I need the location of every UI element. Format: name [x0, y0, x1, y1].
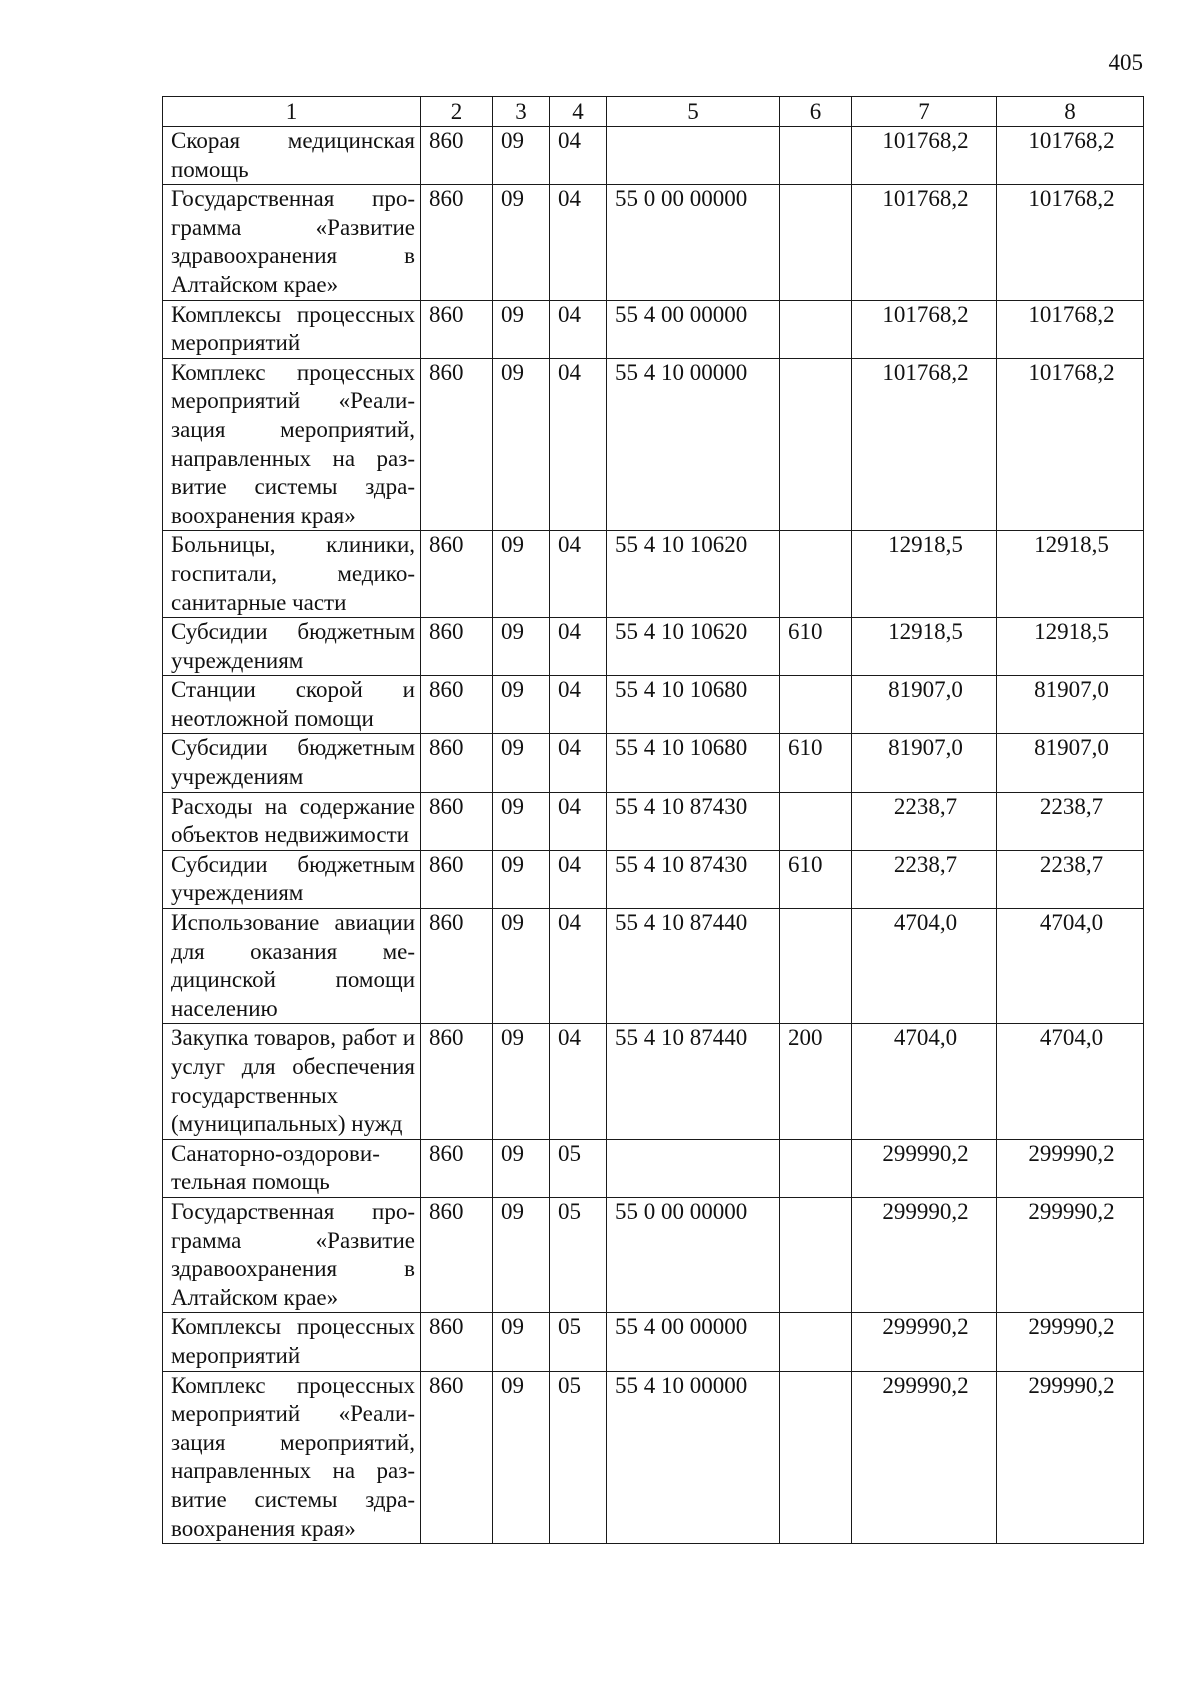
page-number: 405 — [1108, 50, 1143, 75]
cell-admin-code: 860 — [421, 1371, 493, 1544]
row-name: Скорая медицинская помощь — [163, 127, 421, 185]
cell-subsection: 04 — [550, 676, 607, 734]
table-row — [163, 850, 1144, 908]
col-header-8: 8 — [997, 97, 1144, 127]
cell-admin-code: 860 — [421, 1313, 493, 1371]
row-name: Больницы, клиники, госпитали, медико-санитарные части — [163, 531, 421, 618]
budget-table — [162, 96, 1144, 1544]
cell-amount-year-1: 4704,0 — [852, 909, 997, 1024]
col-header-1: 1 — [163, 97, 421, 127]
cell-admin-code: 860 — [421, 1139, 493, 1197]
table-row — [163, 792, 1144, 850]
cell-subsection: 05 — [550, 1139, 607, 1197]
cell-admin-code: 860 — [421, 1024, 493, 1139]
cell-amount-year-1: 2238,7 — [852, 792, 997, 850]
cell-target-article: 55 0 00 00000 — [607, 185, 780, 300]
cell-expense-type — [780, 676, 852, 734]
cell-admin-code: 860 — [421, 909, 493, 1024]
col-header-3: 3 — [493, 97, 550, 127]
table-row — [163, 358, 1144, 531]
cell-section: 09 — [493, 1139, 550, 1197]
cell-expense-type: 200 — [780, 1024, 852, 1139]
row-name: Использование авиации для оказания медицинской помощи населению — [163, 909, 421, 1024]
table-body — [163, 127, 1144, 1544]
cell-target-article: 55 4 10 87430 — [607, 792, 780, 850]
cell-amount-year-2: 2238,7 — [997, 850, 1144, 908]
cell-target-article: 55 4 10 87440 — [607, 909, 780, 1024]
cell-amount-year-2: 4704,0 — [997, 1024, 1144, 1139]
cell-target-article: 55 4 00 00000 — [607, 1313, 780, 1371]
cell-subsection: 04 — [550, 185, 607, 300]
cell-section: 09 — [493, 618, 550, 676]
row-name: Санаторно-оздоровительная помощь — [163, 1139, 421, 1197]
cell-subsection: 05 — [550, 1313, 607, 1371]
row-name: Государственная программа «Развитие здравоохранения в Алтайском крае» — [163, 185, 421, 300]
cell-amount-year-1: 2238,7 — [852, 850, 997, 908]
cell-target-article: 55 4 00 00000 — [607, 300, 780, 358]
col-header-2: 2 — [421, 97, 493, 127]
table-row — [163, 1197, 1144, 1312]
col-header-7: 7 — [852, 97, 997, 127]
cell-amount-year-1: 299990,2 — [852, 1313, 997, 1371]
cell-expense-type — [780, 185, 852, 300]
cell-expense-type — [780, 531, 852, 618]
cell-amount-year-1: 81907,0 — [852, 676, 997, 734]
cell-amount-year-2: 12918,5 — [997, 618, 1144, 676]
cell-amount-year-2: 12918,5 — [997, 531, 1144, 618]
cell-amount-year-1: 299990,2 — [852, 1197, 997, 1312]
cell-section: 09 — [493, 531, 550, 618]
cell-admin-code: 860 — [421, 358, 493, 531]
row-name: Станции скорой и неотложной помощи — [163, 676, 421, 734]
cell-subsection: 04 — [550, 358, 607, 531]
cell-expense-type — [780, 792, 852, 850]
cell-target-article: 55 4 10 10680 — [607, 676, 780, 734]
cell-subsection: 04 — [550, 734, 607, 792]
cell-amount-year-2: 4704,0 — [997, 909, 1144, 1024]
cell-subsection: 04 — [550, 531, 607, 618]
cell-amount-year-1: 81907,0 — [852, 734, 997, 792]
cell-expense-type: 610 — [780, 734, 852, 792]
cell-section: 09 — [493, 676, 550, 734]
row-name: Закупка товаров, работ и услуг для обеспечения государственных (муниципальных) нужд — [163, 1024, 421, 1139]
cell-amount-year-2: 299990,2 — [997, 1197, 1144, 1312]
cell-admin-code: 860 — [421, 300, 493, 358]
cell-admin-code: 860 — [421, 676, 493, 734]
cell-section: 09 — [493, 1313, 550, 1371]
cell-subsection: 04 — [550, 850, 607, 908]
cell-section: 09 — [493, 792, 550, 850]
cell-section: 09 — [493, 358, 550, 531]
row-name: Расходы на содержание объектов недвижимости — [163, 792, 421, 850]
cell-subsection: 04 — [550, 792, 607, 850]
table-row — [163, 300, 1144, 358]
cell-amount-year-2: 101768,2 — [997, 127, 1144, 185]
cell-target-article — [607, 127, 780, 185]
cell-target-article: 55 4 10 00000 — [607, 358, 780, 531]
cell-section: 09 — [493, 734, 550, 792]
cell-admin-code: 860 — [421, 127, 493, 185]
cell-target-article: 55 4 10 10620 — [607, 531, 780, 618]
row-name: Субсидии бюджетным учреждениям — [163, 734, 421, 792]
cell-amount-year-1: 299990,2 — [852, 1371, 997, 1544]
table-row — [163, 1139, 1144, 1197]
cell-section: 09 — [493, 1371, 550, 1544]
table-row — [163, 909, 1144, 1024]
cell-amount-year-2: 299990,2 — [997, 1313, 1144, 1371]
cell-amount-year-1: 4704,0 — [852, 1024, 997, 1139]
cell-admin-code: 860 — [421, 618, 493, 676]
cell-amount-year-1: 299990,2 — [852, 1139, 997, 1197]
table-row — [163, 734, 1144, 792]
cell-amount-year-1: 101768,2 — [852, 127, 997, 185]
cell-expense-type — [780, 1313, 852, 1371]
cell-admin-code: 860 — [421, 792, 493, 850]
cell-amount-year-1: 12918,5 — [852, 618, 997, 676]
cell-expense-type — [780, 1197, 852, 1312]
row-name: Субсидии бюджетным учреждениям — [163, 618, 421, 676]
table-row — [163, 676, 1144, 734]
cell-section: 09 — [493, 909, 550, 1024]
table-row — [163, 531, 1144, 618]
cell-amount-year-1: 101768,2 — [852, 300, 997, 358]
cell-target-article: 55 4 10 00000 — [607, 1371, 780, 1544]
row-name: Государственная программа «Развитие здравоохранения в Алтайском крае» — [163, 1197, 421, 1312]
cell-section: 09 — [493, 185, 550, 300]
cell-amount-year-2: 101768,2 — [997, 358, 1144, 531]
cell-amount-year-2: 2238,7 — [997, 792, 1144, 850]
table-row — [163, 618, 1144, 676]
cell-expense-type — [780, 909, 852, 1024]
col-header-4: 4 — [550, 97, 607, 127]
cell-admin-code: 860 — [421, 1197, 493, 1312]
cell-amount-year-2: 299990,2 — [997, 1371, 1144, 1544]
cell-expense-type — [780, 127, 852, 185]
cell-target-article: 55 0 00 00000 — [607, 1197, 780, 1312]
cell-section: 09 — [493, 850, 550, 908]
table-row — [163, 1371, 1144, 1544]
cell-target-article — [607, 1139, 780, 1197]
cell-amount-year-2: 81907,0 — [997, 734, 1144, 792]
cell-subsection: 04 — [550, 1024, 607, 1139]
cell-section: 09 — [493, 1024, 550, 1139]
cell-subsection: 04 — [550, 127, 607, 185]
header-row — [163, 97, 1144, 127]
cell-amount-year-2: 81907,0 — [997, 676, 1144, 734]
cell-target-article: 55 4 10 87440 — [607, 1024, 780, 1139]
cell-section: 09 — [493, 300, 550, 358]
col-header-6: 6 — [780, 97, 852, 127]
cell-amount-year-1: 12918,5 — [852, 531, 997, 618]
cell-expense-type — [780, 1371, 852, 1544]
cell-amount-year-2: 299990,2 — [997, 1139, 1144, 1197]
cell-target-article: 55 4 10 87430 — [607, 850, 780, 908]
cell-admin-code: 860 — [421, 531, 493, 618]
cell-admin-code: 860 — [421, 185, 493, 300]
table-header — [163, 97, 1144, 127]
cell-amount-year-1: 101768,2 — [852, 358, 997, 531]
cell-target-article: 55 4 10 10620 — [607, 618, 780, 676]
cell-subsection: 04 — [550, 909, 607, 1024]
row-name: Комплексы процессных мероприятий — [163, 1313, 421, 1371]
cell-amount-year-2: 101768,2 — [997, 300, 1144, 358]
table-row — [163, 1024, 1144, 1139]
row-name: Комплексы процессных мероприятий — [163, 300, 421, 358]
cell-admin-code: 860 — [421, 850, 493, 908]
cell-expense-type: 610 — [780, 850, 852, 908]
row-name: Субсидии бюджетным учреждениям — [163, 850, 421, 908]
cell-admin-code: 860 — [421, 734, 493, 792]
table-row — [163, 127, 1144, 185]
table-row — [163, 1313, 1144, 1371]
cell-section: 09 — [493, 127, 550, 185]
cell-subsection: 05 — [550, 1197, 607, 1312]
cell-section: 09 — [493, 1197, 550, 1312]
cell-expense-type — [780, 358, 852, 531]
cell-subsection: 04 — [550, 300, 607, 358]
col-header-5: 5 — [607, 97, 780, 127]
cell-amount-year-2: 101768,2 — [997, 185, 1144, 300]
cell-amount-year-1: 101768,2 — [852, 185, 997, 300]
table-row — [163, 185, 1144, 300]
cell-target-article: 55 4 10 10680 — [607, 734, 780, 792]
row-name: Комплекс процессных мероприятий «Реализация мероприятий, направленных на развитие системы здравоохранения края» — [163, 358, 421, 531]
cell-expense-type — [780, 300, 852, 358]
cell-expense-type — [780, 1139, 852, 1197]
cell-subsection: 04 — [550, 618, 607, 676]
cell-expense-type: 610 — [780, 618, 852, 676]
row-name: Комплекс процессных мероприятий «Реализация мероприятий, направленных на развитие системы здравоохранения края» — [163, 1371, 421, 1544]
cell-subsection: 05 — [550, 1371, 607, 1544]
